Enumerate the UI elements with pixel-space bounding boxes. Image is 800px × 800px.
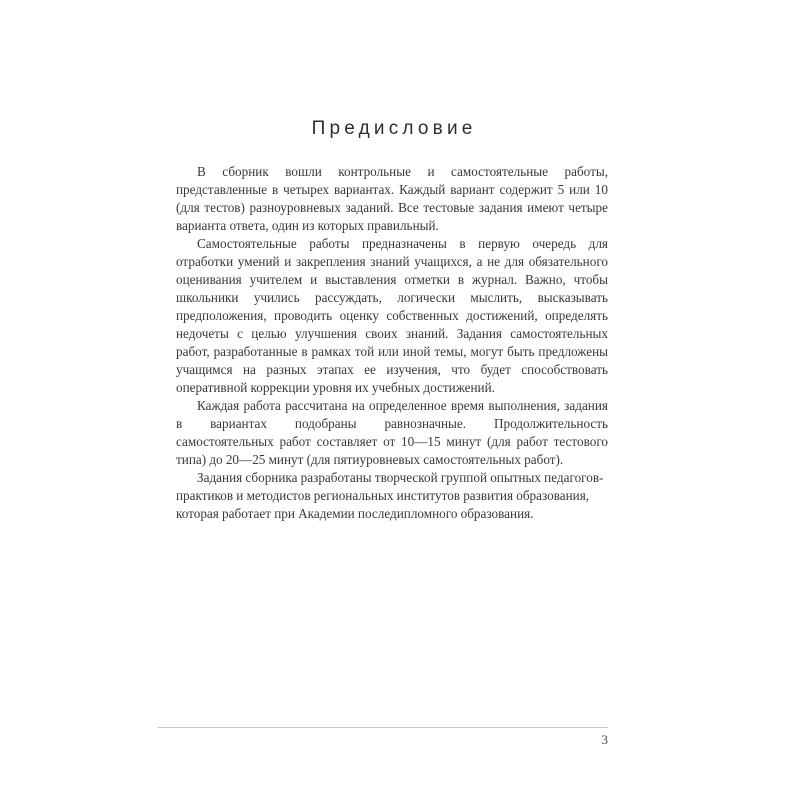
page-title: Предисловие: [311, 118, 477, 139]
paragraph-3: Каждая работа рассчитана на определенное время выполнения, задания в вариантах подобраны равнозначные. Продолжительность самостоятельных работ составляет от 10—15 минут (для работ тестового типа) до 20—25 минут (для пятиуровневых самостоятельных работ).: [176, 397, 608, 467]
paragraph-2: Самостоятельные работы предназначены в первую очередь для отработки умений и закрепления знаний учащихся, а не для обязательного оценивания учителем и выставления отметки в журнал. Важно, чтобы школьники учились рассуждать, логически мыслить, высказывать предположения, проводить оценку собственных достижений, определять недочеты с целью улучшения своих знаний. Задания самостоятельных работ, разработанные в рамках той или иной темы, могут быть предложены учащимся на разных этапах ее изучения, что будет способствовать оперативной коррекции уровня их учебных достижений.: [176, 235, 608, 395]
paragraph-1: В сборник вошли контрольные и самостоятельные работы, представленные в четырех вариантах. Каждый вариант содержит 5 или 10 (для тестов) разноуровневых заданий. Все тестовые задания имеют четыре варианта ответа, один из которых правильный.: [176, 163, 608, 233]
paragraph-4: Задания сборника разработаны творческой группой опытных педагогов-практиков и методистов региональных институтов развития образования, которая работает при Академии последипломного образования.: [176, 469, 604, 521]
page-number: 3: [601, 732, 608, 747]
footer-divider: [157, 727, 608, 728]
page-footer: [157, 727, 608, 747]
body-text-block: [176, 163, 608, 523]
page-content: [176, 118, 608, 523]
